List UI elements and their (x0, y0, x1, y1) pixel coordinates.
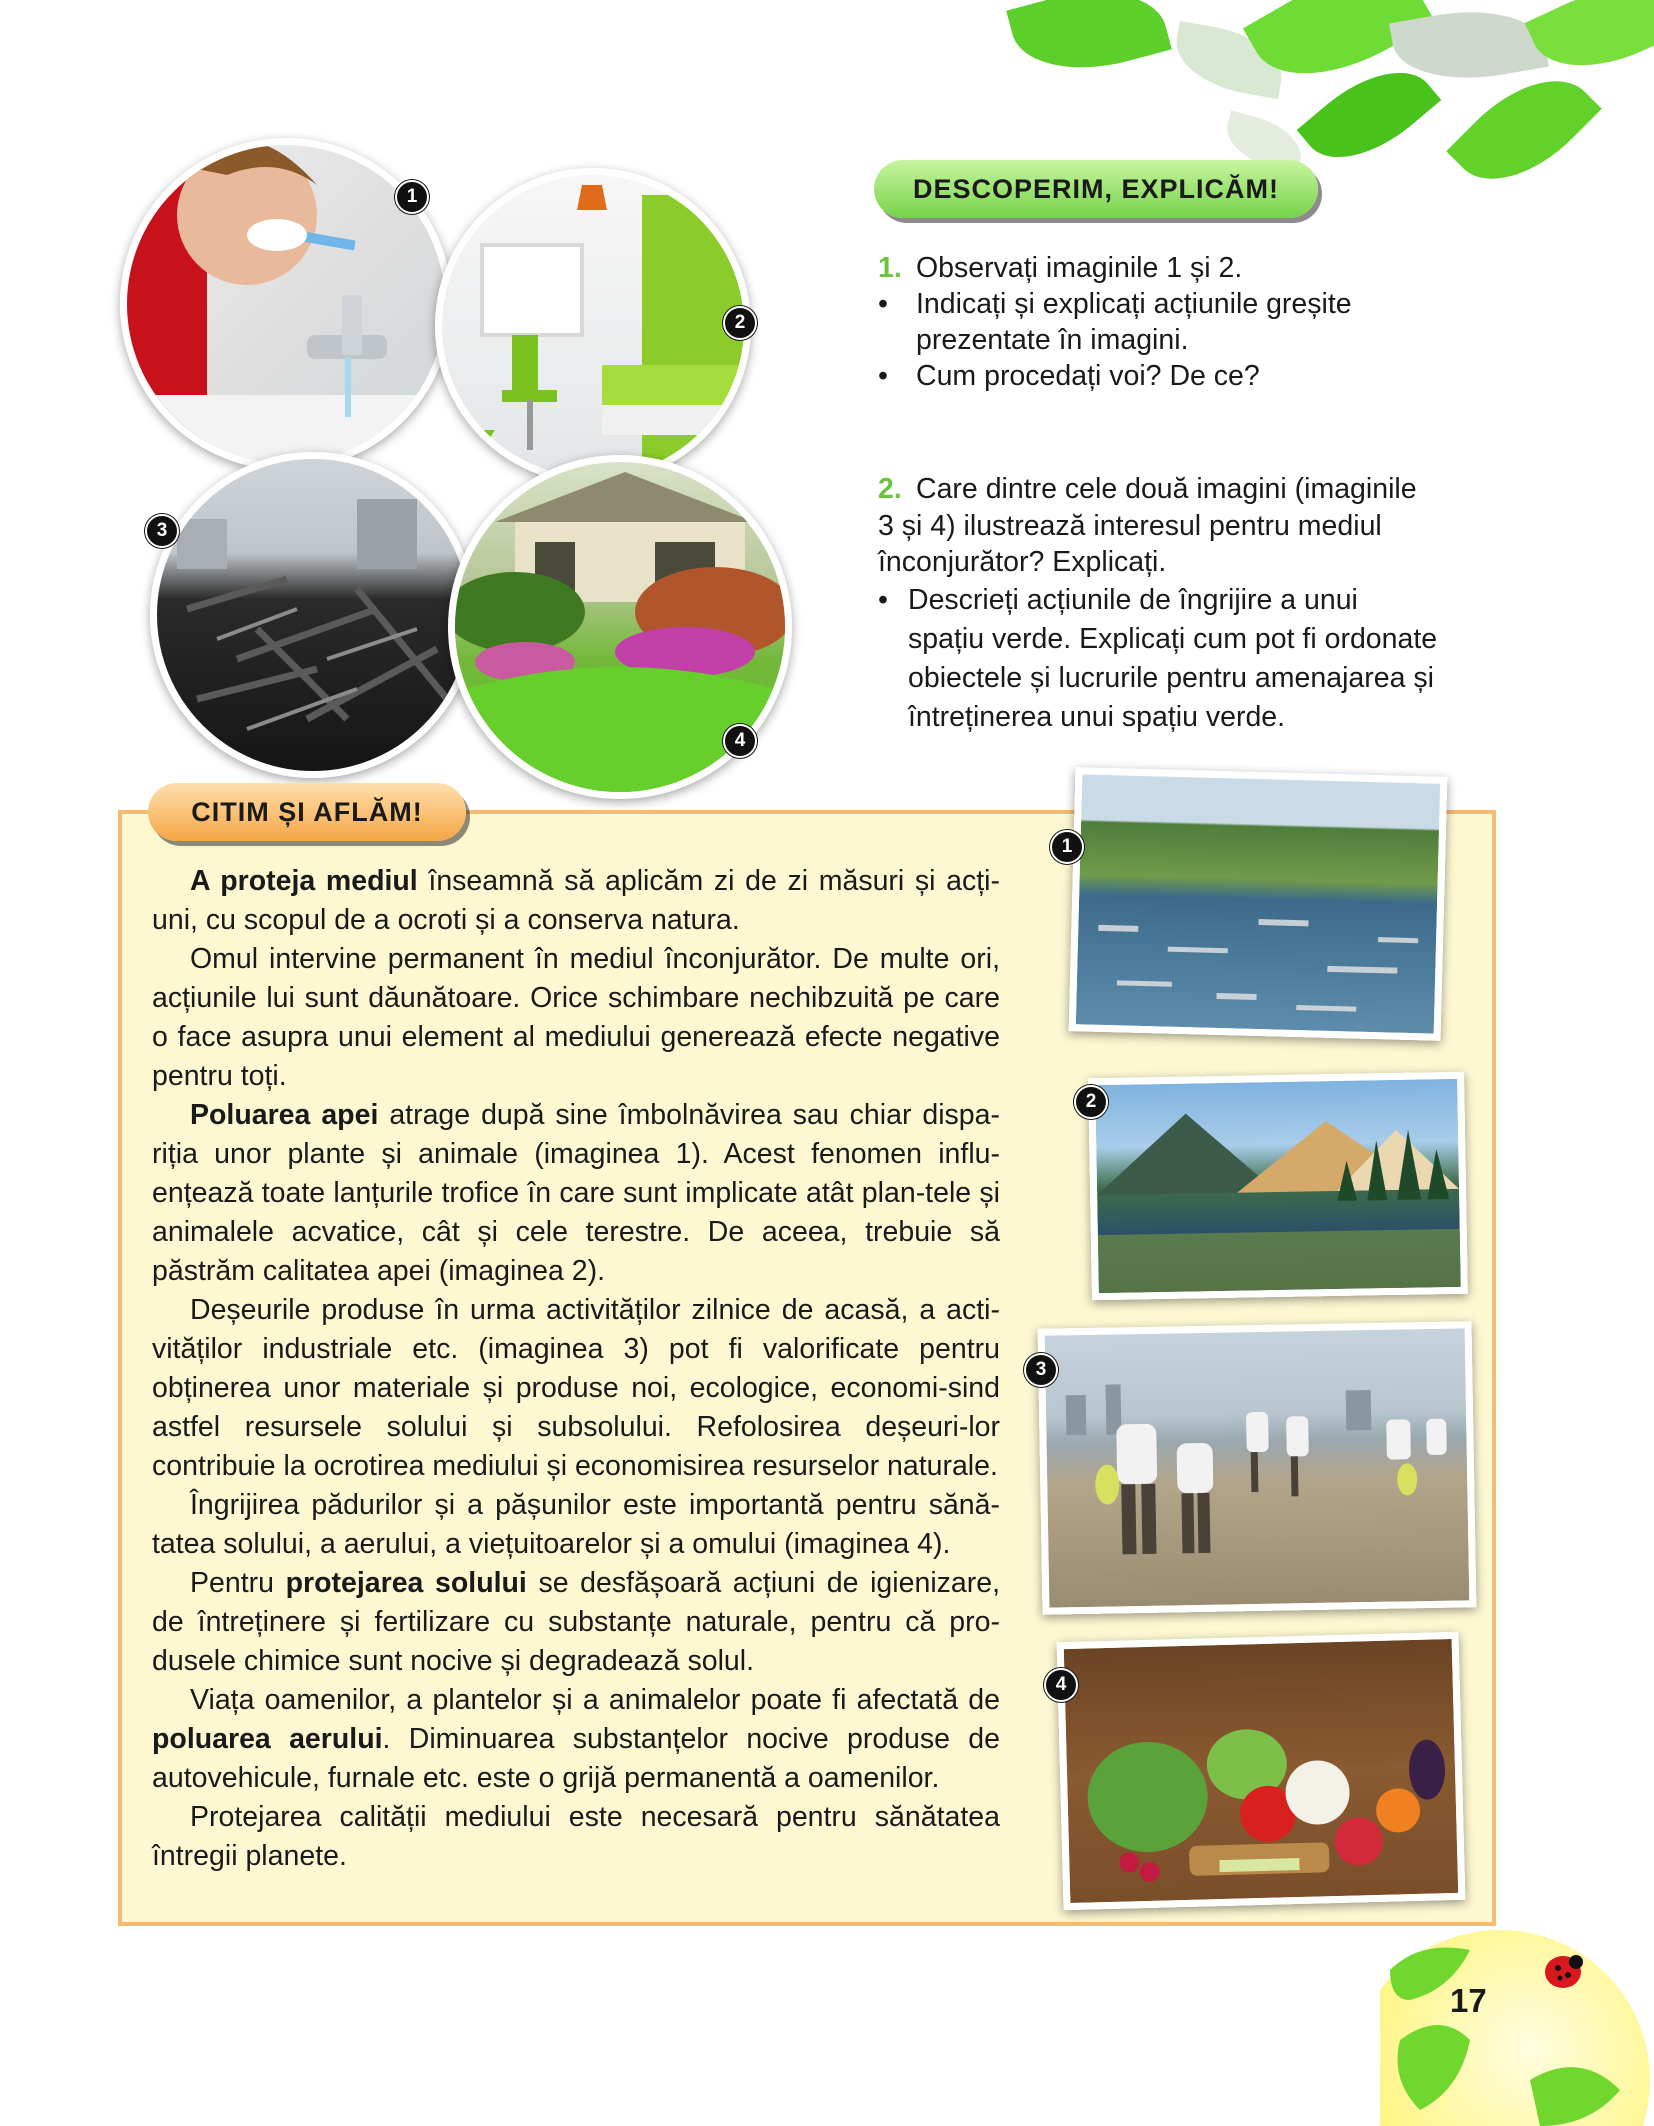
paragraph-6: Pentru protejarea solului se desfășoară acțiuni de igienizare, de întreținere și fertilizare cu substanțe naturale, pentru că pro-dusele chimice sunt nocive și degradează solul. (152, 1567, 1001, 1677)
badge-photo-3: 3 (1024, 1353, 1058, 1387)
term-air-pollution: poluarea aerului (152, 1723, 383, 1755)
question-1 (878, 250, 1518, 394)
question-2-line-1: Care dintre cele două imagini (imaginile (916, 473, 1417, 505)
badge-image-2: 2 (723, 306, 757, 340)
badge-photo-1: 1 (1050, 830, 1084, 864)
paragraph-8: Protejarea calității mediului este necesară pentru sănătatea întregii planete. (152, 1801, 1000, 1872)
question-1-number: 1. (878, 252, 902, 284)
bullet: • (878, 583, 888, 616)
question-1-bullet-1-line-1: Indicați și explicați acțiunile greșite (916, 288, 1352, 320)
photo-vegetables (1057, 1632, 1466, 1910)
page-number: 17 (1450, 1982, 1487, 2019)
question-1-bullet-2: Cum procedați voi? De ce? (916, 360, 1260, 392)
photo-mountain-lake (1088, 1072, 1468, 1301)
paragraph-2: Omul intervine permanent în mediul înconjurător. De multe ori, acțiunile lui sunt dăunătoare. Orice schimbare nechibzuită pe care o face asupra unui element al mediului generează efecte negative pentru toți. (152, 943, 1000, 1092)
discover-heading: DESCOPERIM, EXPLICĂM! (874, 160, 1318, 218)
photo-waste-pile (150, 452, 476, 778)
reading-text (152, 862, 1000, 1876)
question-2-bullet-line-4: întreținerea unui spațiu verde. (908, 700, 1286, 733)
read-heading: CITIM ȘI AFLĂM! (148, 783, 466, 841)
photo-polluted-lake (1069, 767, 1448, 1041)
badge-photo-2: 2 (1074, 1085, 1108, 1119)
photo-room-lamp (435, 168, 751, 484)
question-1-text: Observați imaginile 1 și 2. (916, 252, 1243, 284)
bullet: • (878, 360, 888, 392)
paragraph-5: Îngrijirea pădurilor și a pășunilor este importantă pentru sănă-tatea solului, a aerului, a viețuitoarelor și a omului (imaginea 4). (152, 1489, 1000, 1560)
badge-photo-4: 4 (1044, 1668, 1078, 1702)
question-2-bullet-line-3: obiectele și lucrurile pentru amenajarea și (908, 661, 1434, 694)
paragraph-7: Viața oamenilor, a plantelor și a animalelor poate fi afectată de poluarea aerului. Diminuarea substanțelor nocive produse de autovehicule, furnale etc. este o grijă permanentă a oamenilor. (152, 1684, 1000, 1794)
photo-beach-cleanup (1038, 1321, 1477, 1615)
question-2-bullet-line-1: Descrieți acțiunile de îngrijire a unui (908, 583, 1358, 616)
globe-decoration (1380, 1930, 1654, 2126)
badge-image-3: 3 (145, 514, 179, 548)
paragraph-1: A proteja mediul înseamnă să aplicăm zi de zi măsuri și acți-uni, cu scopul de a ocroti și a conserva natura. (152, 865, 1001, 936)
question-2-line-2: 3 și 4) ilustrează interesul pentru mediul (878, 509, 1382, 542)
paragraph-3: Poluarea apei atrage după sine îmbolnăvirea sau chiar dispa-riția unor plante și animale (imaginea 1). Acest fenomen influ-ențează toate lanțurile trofice în care sunt implicate atât plan-tele și animalele acvatice, cât și cele terestre. De aceea, trebuie să păstrăm calitatea apei (imaginea 2). (152, 1099, 1001, 1287)
term-protect-environment: A proteja mediul (190, 865, 418, 897)
term-soil-protection: protejarea solului (285, 1567, 527, 1599)
badge-image-1: 1 (395, 180, 429, 214)
question-2-number: 2. (878, 473, 902, 505)
question-2-line-3: înconjurător? Explicați. (878, 546, 1167, 578)
badge-image-4: 4 (723, 724, 757, 758)
bullet: • (878, 288, 888, 320)
question-1-bullet-1-line-2: prezentate în imagini. (916, 324, 1189, 356)
paragraph-4: Deșeurile produse în urma activităților zilnice de acasă, a acti-vităților industriale etc. (imaginea 3) pot fi valorificate pentru obținerea unor materiale și produse noi, ecologice, economi-sind astfel resursele solului și subsolului. Refolosirea deșeuri-lor contribuie la ocrotirea mediului și economisirea resurselor naturale. (152, 1294, 1000, 1482)
term-water-pollution: Poluarea apei (190, 1099, 379, 1131)
question-2 (878, 471, 1518, 737)
question-2-bullet-line-2: spațiu verde. Explicați cum pot fi ordonate (908, 622, 1438, 655)
